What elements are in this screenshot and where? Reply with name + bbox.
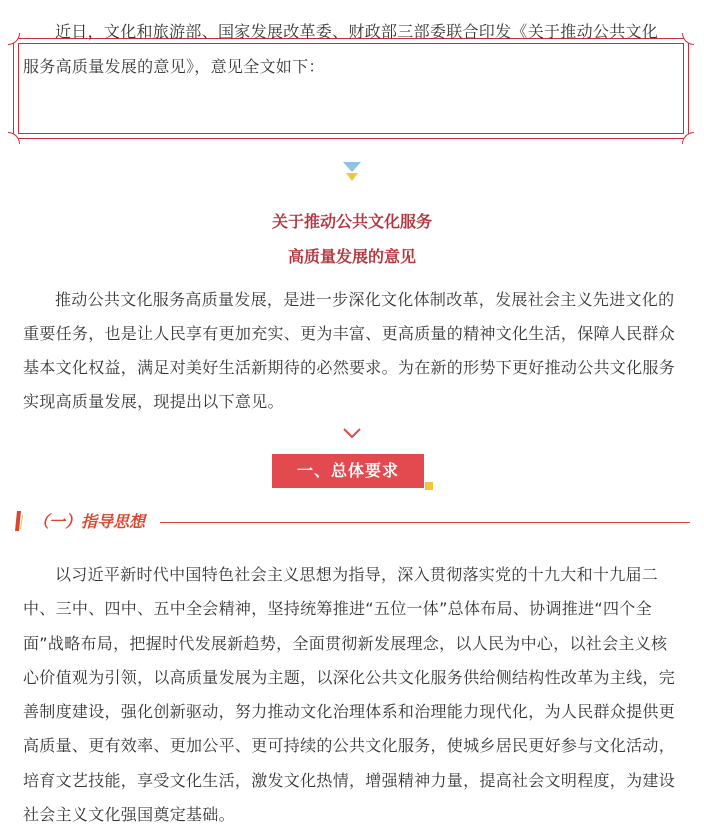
banner-accent-square: [425, 482, 433, 490]
section-heading-banner: 一、总体要求: [272, 454, 424, 488]
subheading-rule: [160, 522, 690, 523]
document-title-line2: 高质量发展的意见: [287, 247, 416, 266]
document-title-line1: 关于推动公共文化服务: [271, 212, 432, 231]
subheading-slash-icon: [14, 509, 24, 533]
chevron-down-icon: [342, 426, 362, 440]
subheading: （一）指导思想: [33, 512, 146, 531]
down-triangle-icon: [342, 161, 362, 183]
intro-text: 近日，文化和旅游部、国家发展改革委、财政部三部委联合印发《关于推动公共文化服务高质量发展的意见》，意见全文如下：: [23, 22, 659, 76]
section-body-paragraph: 以习近平新时代中国特色社会主义思想为指导，深入贯彻落实党的十九大和十九届二中、三中、四中、五中全会精神，坚持统筹推进“五位一体”总体布局、协调推进“四个全面”战略布局，把握时代发展新趋势，全面贯彻新发展理念，以人民为中心，以社会主义核心价值观为引领，以高质量发展为主题，以深化公共文化服务供给侧结构性改革为主线，完善制度建设，强化创新驱动，努力推动文化治理体系和治理能力现代化，为人民群众提供更高质量、更有效率、更加公平、更可持续的公共文化服务，使城乡居民更好参与文化活动，培育文艺技能，享受文化生活，激发文化热情，增强精神力量，提高社会文明程度，为建设社会主义文化强国奠定基础。: [23, 565, 676, 825]
preamble-paragraph: 推动公共文化服务高质量发展，是进一步深化文化体制改革，发展社会主义先进文化的重要任务，也是让人民享有更加充实、更为丰富、更高质量的精神文化生活，保障人民群众基本文化权益，满足对美好生活新期待的必然要求。为在新的形势下更好推动公共文化服务实现高质量发展，现提出以下意见。: [23, 290, 676, 411]
